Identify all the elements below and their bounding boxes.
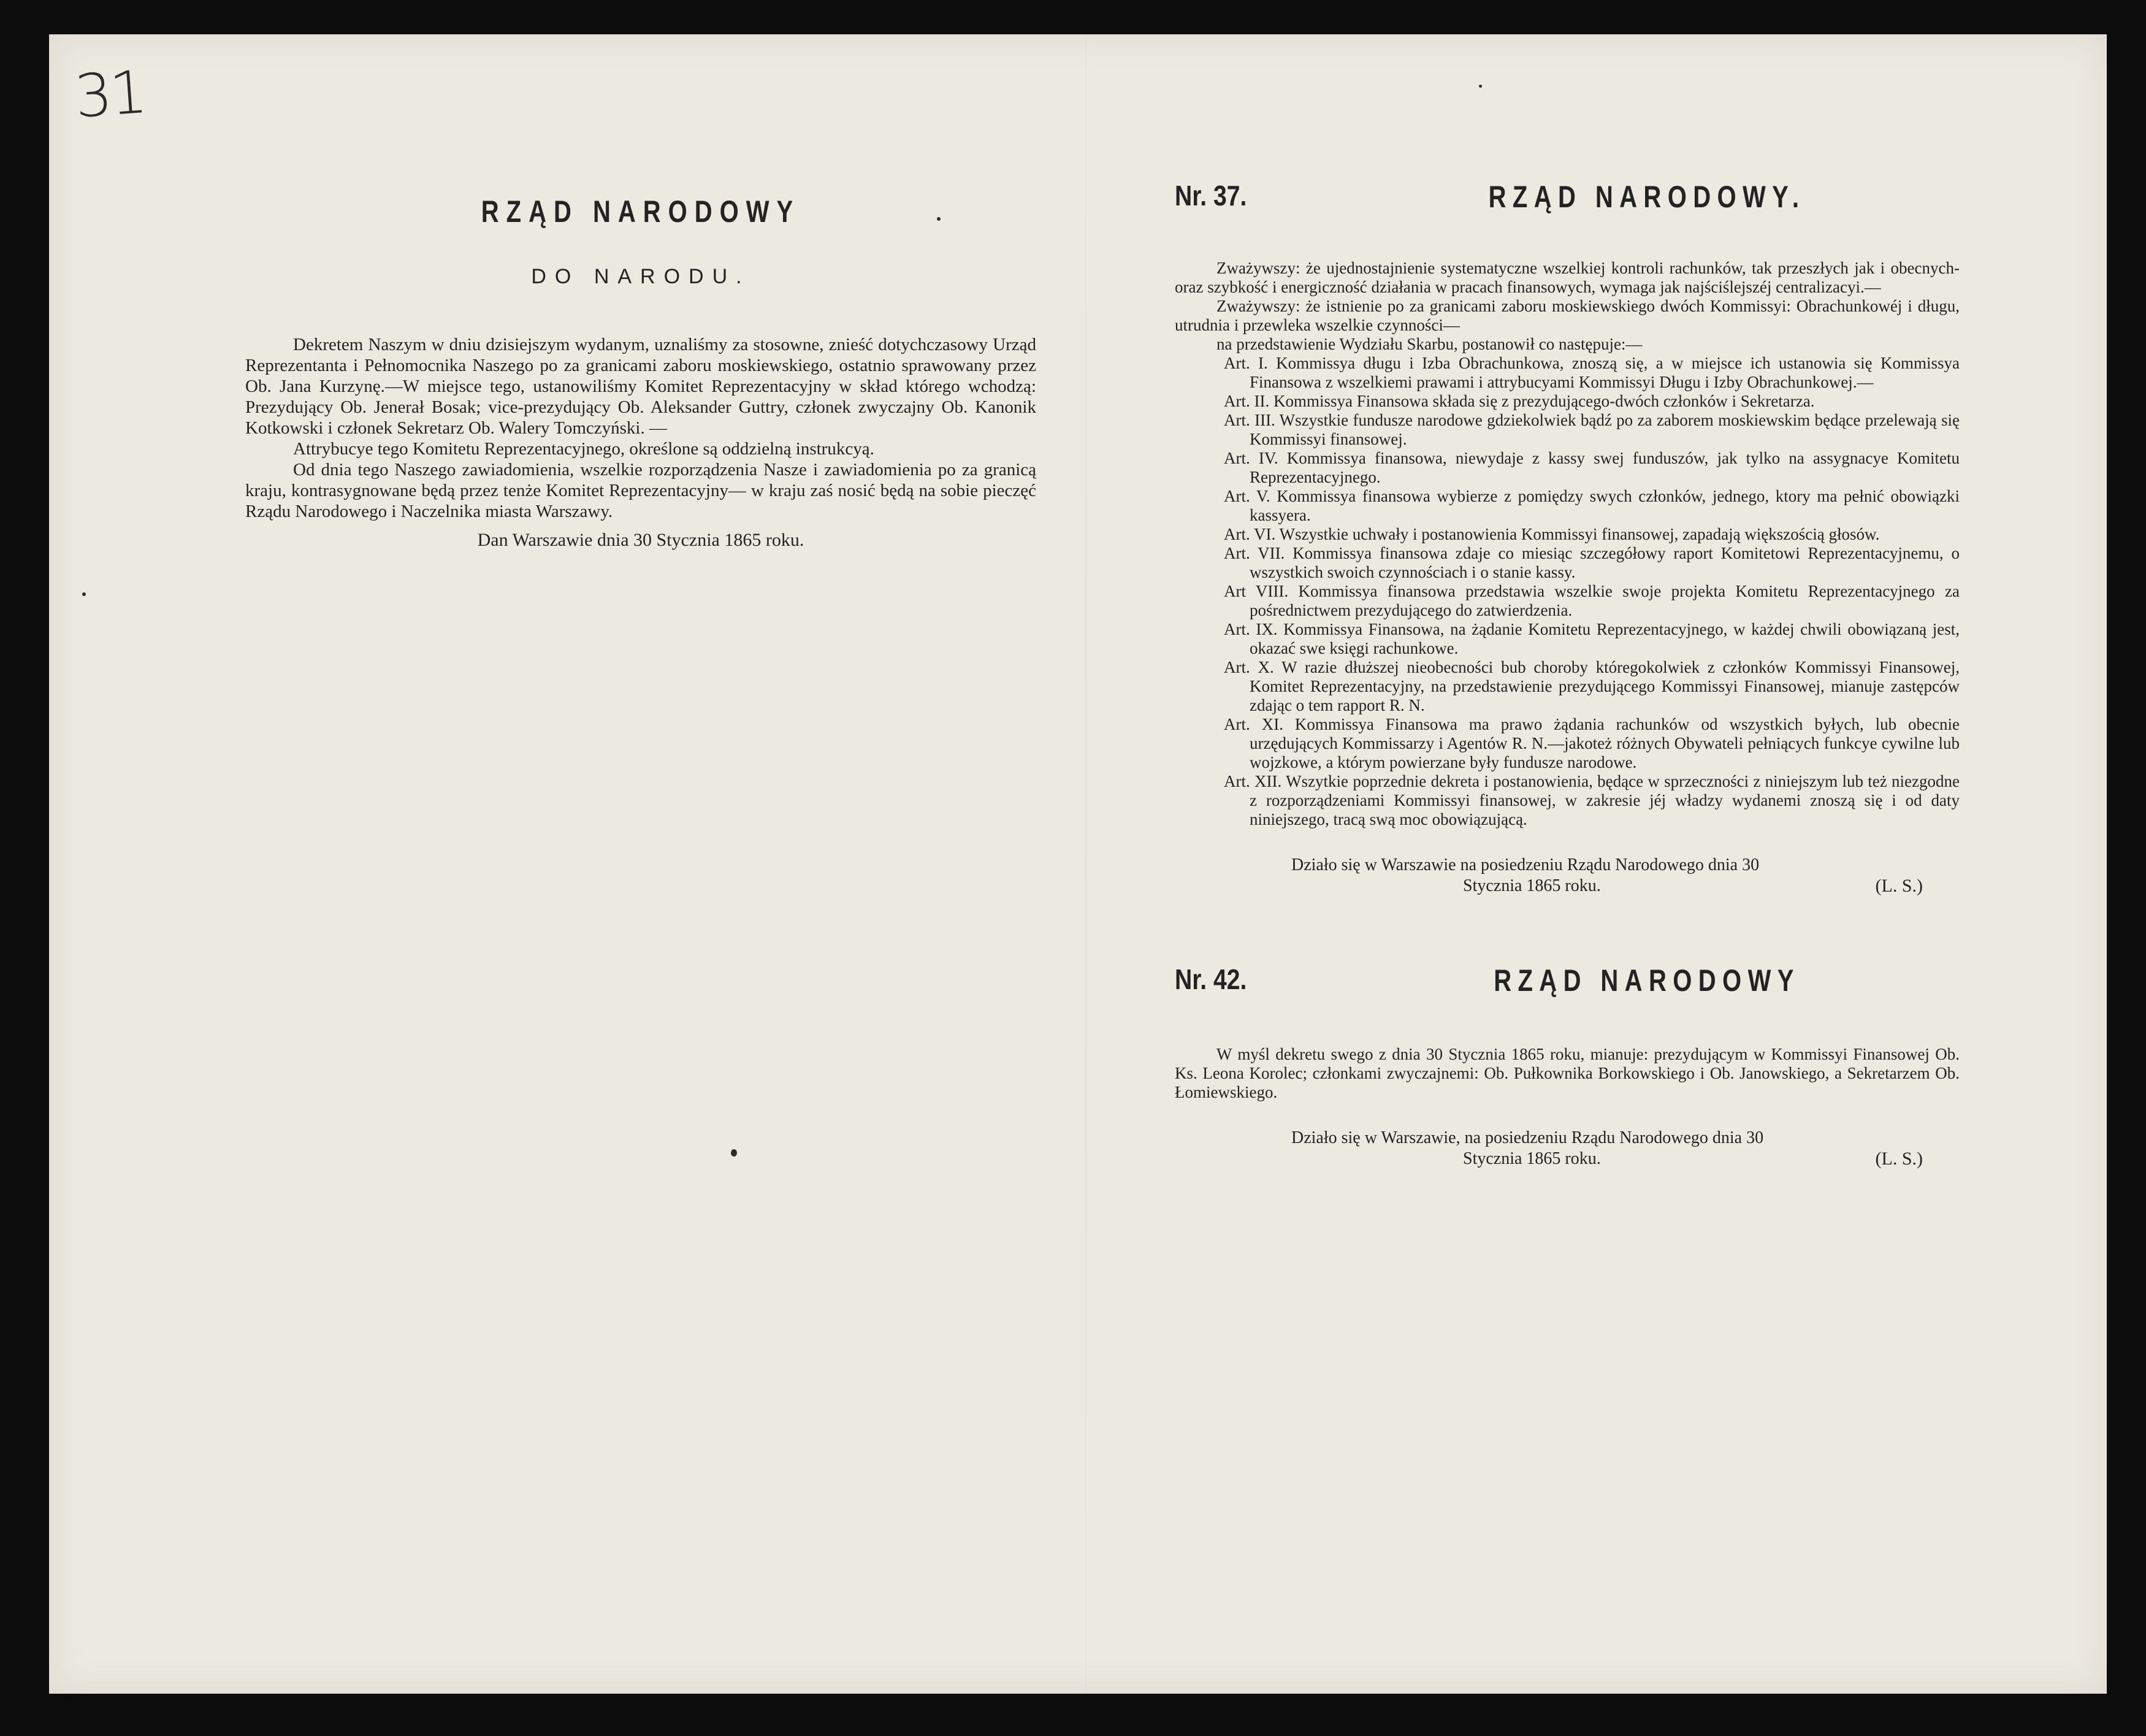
ink-spot [1479,85,1482,88]
decree-header [1175,963,1960,1000]
decree-preamble: Zważywszy: że ujednostajnienie systematyczne wszelkiej kontroli rachunków, tak przeszłych jak i obecnych-oraz szybkość i energiczność działania w pracach finansowych, wymaga jak najściślejszéj centralizacyi.— [1175,259,1960,296]
decree-number: Nr. 42. [1175,963,1247,995]
decree-article: Art. IV. Kommissya finansowa, niewydaje z kassy swej funduszów, jak tylko na assygnacye Komitetu Reprezentacyjnego. [1224,449,1960,486]
decree-title: RZĄD NARODOWY. [1488,180,1806,214]
decree-header [1175,179,1960,216]
decree-article: Art. IX. Kommissya Finansowa, na żądanie Komitetu Reprezentacyjnego, w każdej chwili obowiązaną jest, okazać swe księgi rachunkowe. [1224,620,1960,657]
decree-article: Art. V. Kommissya finansowa wybierze z pomiędzy swych członków, jednego, ktory ma pełnić obowiązki kassyera. [1224,487,1960,524]
document-sheet [49,34,2107,1694]
decree-article: Art. VI. Wszystkie uchwały i postanowienia Kommissyi finansowej, zapadają większością głosów. [1224,525,1880,543]
page-fold [1085,34,1086,1694]
decree-article: Art. VII. Kommissya finansowa zdaje co miesiąc szczegółowy raport Komitetowi Reprezentacyjnemu, o wszystkich swoich czynnościach i o stanie kassy. [1224,544,1960,581]
ink-spot [731,1149,737,1157]
seal-mark: (L. S.) [1875,1149,1923,1169]
proclamation-paragraph: Dekretem Naszym w dniu dzisiejszym wydanym, uznaliśmy za stosowne, znieść dotychczasowy Urząd Reprezentanta i Pełnomocnika Naszego po za granicami zaboru moskiewskiego, ostatnio sprawowany przez Ob. Jana Kurzynę.—W miejsce tego, ustanowiliśmy Komitet Reprezentacyjny w skład którego wchodzą: Prezydujący Ob. Jenerał Bosak; vice-prezydujący Ob. Aleksander Guttry, członek zwyczajny Ob. Kanonik Kotkowski i członek Sekretarz Ob. Walery Tomczyński. — [245,335,1036,438]
proclamation-title: RZĄD NARODOWY [481,194,801,229]
signoff-line: Działo się w Warszawie na posiedzeniu Rządu Narodowego dnia 30 [1291,855,1760,874]
proclamation-paragraph: Od dnia tego Naszego zawiadomienia, wszelkie rozporządzenia Nasze i zawiadomienia po za granicą kraju, kontrasygnowane będą przez tenże Komitet Reprezentacyjny— w kraju zaś nosić będą na sobie pieczęć Rządu Narodowego i Naczelnika miasta Warszawy. [245,460,1036,521]
decree-article: Art. I. Kommissya długu i Izba Obrachunkowa, znoszą się, a w miejsce ich ustanowia się Kommissya Finansowa z wszelkiemi prawami i attrybucyami Kommissyi Długu i Izby Obrachunkowej.— [1224,354,1960,391]
decree-article: Art. XI. Kommissya Finansowa ma prawo żądania rachunków od wszystkich byłych, lub obecnie urzędujących Kommissarzy i Agentów R. N.—jakoteż różnych Obywateli pełniących funkcye cywilne lub wojzkowe, a którym powierzane były fundusze narodowe. [1224,715,1960,771]
decree-signoff [1175,1128,1960,1169]
decree-article: Art. II. Kommissya Finansowa składa się z prezydującego-dwóch członków i Sekretarza. [1224,392,1815,410]
proclamation [245,194,1036,551]
proclamation-paragraph: Attrybucye tego Komitetu Reprezentacyjnego, określone są oddzielną instrukcyą. [293,439,874,459]
signoff-line: Stycznia 1865 roku. [1463,876,1601,895]
decree-signoff [1175,855,1960,897]
ink-spot [82,592,86,596]
decree-article: Art. XII. Wszytkie poprzednie dekreta i postanowienia, będące w sprzeczności z niniejszym lub też niezgodne z rozporządzeniami Kommissyi finansowej, w zakresie jéj władzy wydanemi znoszą się i od daty niniejszego, tracą swą moc obowiązującą. [1224,772,1960,828]
folio-number: 31 [72,58,147,131]
proclamation-subtitle: DO NARODU. [531,265,750,288]
decree-article: Art. III. Wszystkie fundusze narodowe gdziekolwiek bądź po za zaborem moskiewskim będące przelewają się Kommissyi finansowej. [1224,411,1960,448]
decree-number: Nr. 37. [1175,180,1247,212]
decree-article: Art VIII. Kommissya finansowa przedstawia wszelkie swoje projekta Komitetu Reprezentacyjnego za pośrednictwem prezydującego do zatwierdzenia. [1224,582,1960,619]
signoff-line: Działo się w Warszawie, na posiedzeniu Rządu Narodowego dnia 30 [1291,1128,1764,1147]
signoff-line: Stycznia 1865 roku. [1463,1149,1601,1168]
decrees [1175,179,1960,1169]
seal-mark: (L. S.) [1875,876,1923,896]
decree-preamble: na przedstawienie Wydziału Skarbu, postanowił co następuje:— [1216,335,1643,353]
decree-title: RZĄD NARODOWY [1494,963,1800,998]
proclamation-date: Dan Warszawie dnia 30 Stycznia 1865 roku. [477,530,804,550]
decree-42 [1175,963,1960,1169]
decree-text: W myśl dekretu swego z dnia 30 Stycznia 1865 roku, mianuje: prezydującym w Kommissyi Finansowej Ob. Ks. Leona Korolec; członkami zwyczajnemi: Ob. Pułkownika Borkowskiego i Ob. Janowskiego, a Sekretarzem Ob. Łomiewskiego. [1175,1045,1960,1101]
decree-37 [1175,179,1960,897]
decree-article: Art. X. W razie dłuższej nieobecności bub choroby któregokolwiek z członków Kommissyi Finansowej, Komitet Reprezentacyjny, na przedstawienie prezydującego Kommissyi Finansowej, mianuje zastępców zdając o tem rapport R. N. [1224,658,1960,714]
decree-preamble: Zważywszy: że istnienie po za granicami zaboru moskiewskiego dwóch Kommissyi: Obrachunkowéj i długu, utrudnia i przewleka wszelkie czynności— [1175,297,1960,334]
decree-body [1175,1045,1960,1102]
decree-body [1175,259,1960,829]
